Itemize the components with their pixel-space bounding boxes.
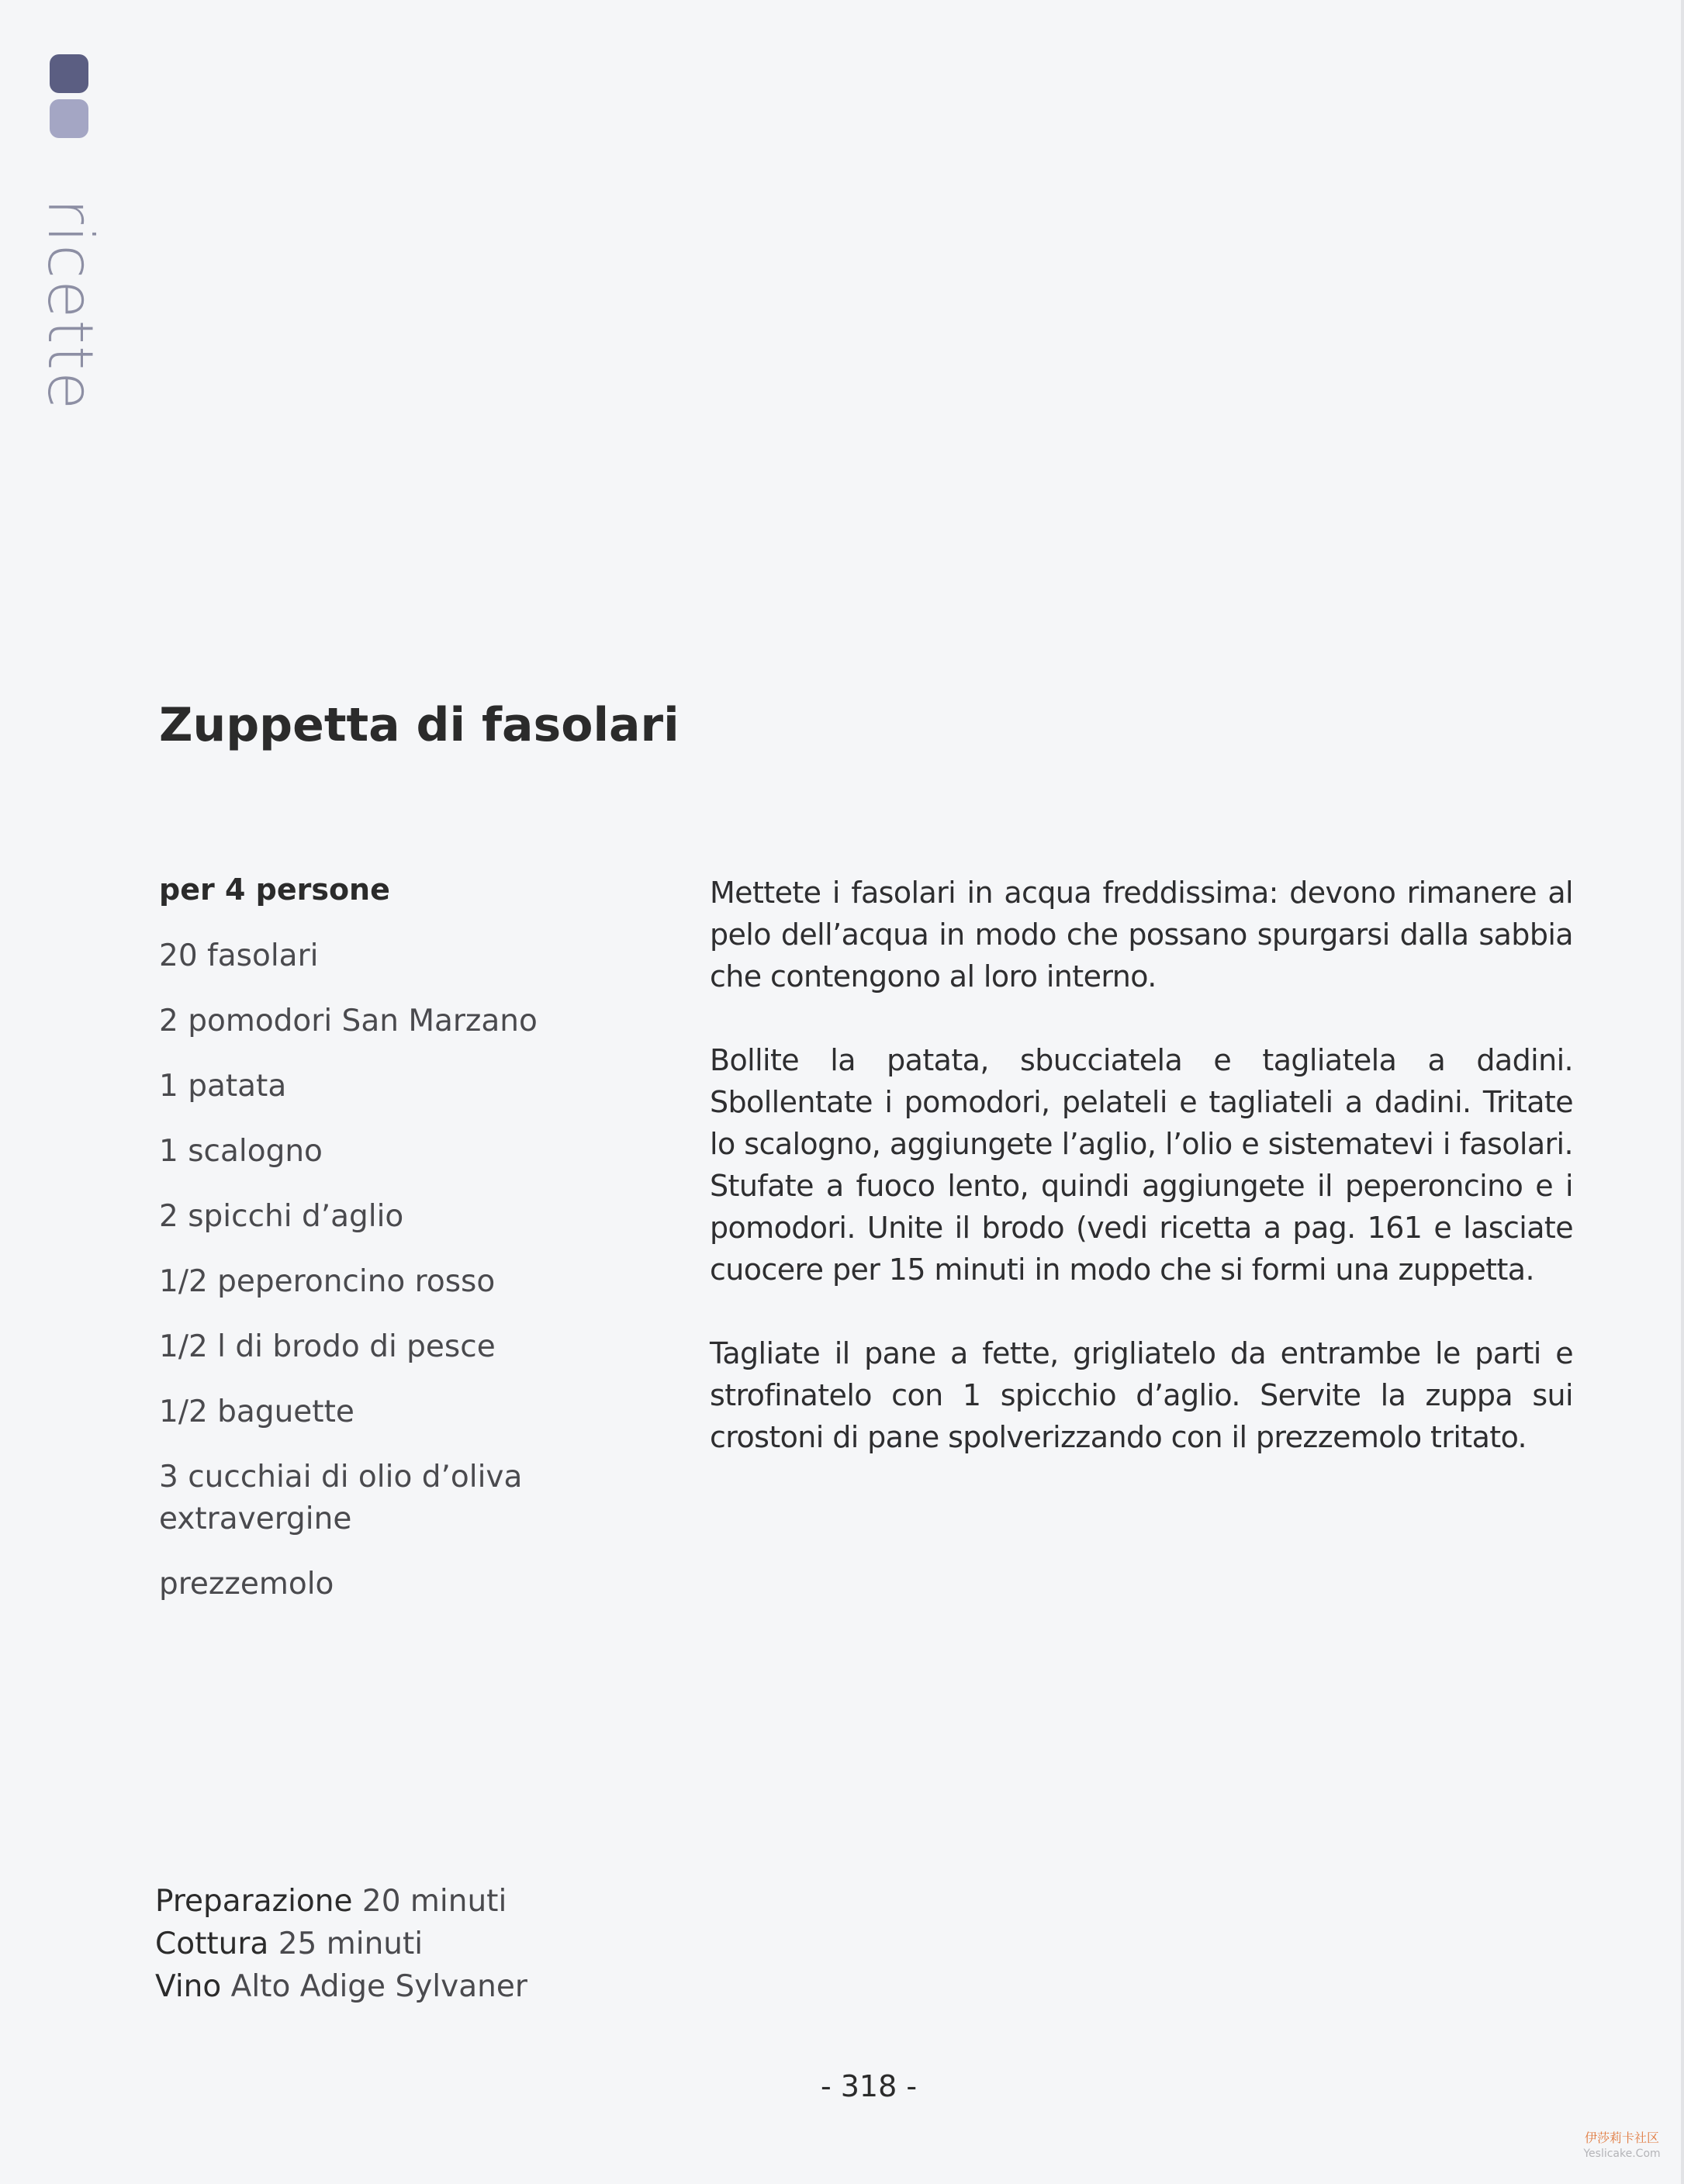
watermark <box>1575 2130 1668 2161</box>
preparation-row <box>155 1880 698 1923</box>
ingredient-item: prezzemolo <box>159 1567 334 1602</box>
section-tab <box>34 54 106 442</box>
cooking-row <box>155 1923 698 1965</box>
method-column <box>710 872 1573 1500</box>
ingredient-item: 2 pomodori San Marzano <box>159 1004 538 1038</box>
watermark-text: 伊莎莉卡社区 <box>1584 2130 1659 2145</box>
preparation-value: 20 minuti <box>361 1884 507 1919</box>
recipe-info <box>155 1880 698 2008</box>
preparation-label: Preparazione <box>155 1884 353 1919</box>
ingredient-item: 3 cucchiai di olio d’oliva extravergine <box>159 1460 523 1536</box>
cooking-value: 25 minuti <box>278 1927 424 1961</box>
ingredient-item: 1/2 l di brodo di pesce <box>159 1329 496 1364</box>
tab-square-dark <box>50 54 88 93</box>
recipe-title: Zuppetta di fasolari <box>159 698 679 752</box>
ingredient-item: 20 fasolari <box>159 938 319 973</box>
ingredient-item: 1/2 baguette <box>159 1394 354 1429</box>
ingredient-item: 1/2 peperoncino rosso <box>159 1264 496 1299</box>
method-paragraph: Bollite la patata, sbucciatela e tagliatela a dadini. Sbollentate i pomodori, pelateli e tagliateli a dadini. Tritate lo scalogno, aggiungete l’aglio, l’olio e sistematevi i fasolari. Stufate a fuoco lento, quindi aggiungete il peperoncino e i pomodori. Unite il brodo (vedi ricetta a pag. 161 e lasciate cuocere per 15 minuti in modo che si formi una zuppetta. <box>710 1043 1573 1287</box>
cooking-label: Cottura <box>155 1927 269 1961</box>
ingredient-item: 2 spicchi d’aglio <box>159 1199 404 1234</box>
wine-label: Vino <box>155 1969 222 2004</box>
wine-value: Alto Adige Sylvaner <box>230 1969 527 2004</box>
watermark-url: Yeslicake.Com <box>1583 2148 1661 2160</box>
page-number: - 318 - <box>820 2069 918 2103</box>
page-edge <box>1681 0 1684 2184</box>
tab-square-light <box>50 99 88 138</box>
section-label: ricette <box>34 199 106 412</box>
ingredient-item: 1 scalogno <box>159 1134 323 1169</box>
ingredient-item: 1 patata <box>159 1069 287 1104</box>
section-tab-squares <box>50 54 90 144</box>
ingredients-column <box>159 870 593 1629</box>
ingredient-list <box>159 935 593 1605</box>
method-paragraph: Mettete i fasolari in acqua freddissima: devono rimanere al pelo dell’acqua in modo che possano spurgarsi dalla sabbia che contengono al loro interno. <box>710 876 1573 994</box>
wine-row <box>155 1965 698 2008</box>
method-paragraph: Tagliate il pane a fette, grigliatelo da entrambe le parti e strofinatelo con 1 spicchio d’aglio. Servite la zuppa sui crostoni di pane spolverizzando con il prezzemolo tritato. <box>710 1336 1573 1454</box>
servings-heading: per 4 persone <box>159 873 390 907</box>
